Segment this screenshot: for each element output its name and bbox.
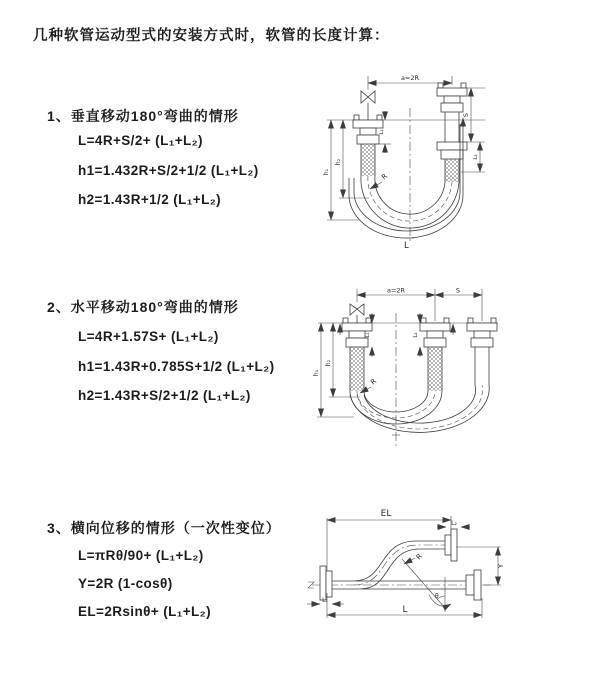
dimension-s — [435, 287, 482, 296]
section2-formula-l: L=4R+1.57S+ (L₁+L₂) — [78, 329, 219, 344]
middle-flange-fitting — [420, 318, 450, 391]
left-flange-fitting — [320, 566, 332, 600]
dim-h1-label: h₁ — [323, 168, 330, 176]
dimension-h1 — [313, 323, 354, 417]
dim-l1-label: L₁ — [322, 597, 328, 604]
diagram-lateral-displacement — [298, 498, 508, 648]
hose-braid — [350, 347, 364, 391]
dim-l2-label: L₂ — [473, 154, 479, 160]
section2-heading: 2、水平移动180°弯曲的情形 — [47, 299, 239, 315]
curve-centerline — [354, 545, 448, 585]
diagram-horizontal-180-bend — [308, 283, 600, 473]
dim-l2-label: L₂ — [451, 520, 457, 527]
angle-construction — [402, 559, 451, 612]
diagram-vertical-180-bend — [313, 70, 598, 255]
right-flange-fitting-moved — [467, 318, 497, 385]
section1-formula-h2: h2=1.43R+1/2 (L₁+L₂) — [78, 192, 222, 207]
left-flange-fitting — [353, 115, 383, 176]
section2-formula-h2: h2=1.43R+S/2+1/2 (L₁+L₂) — [78, 388, 251, 403]
section3-formula-y: Y=2R (1-cosθ) — [78, 576, 173, 591]
dim-s-label: S — [462, 112, 470, 118]
hose-braid — [361, 144, 375, 176]
dim-el-label: EL — [380, 509, 392, 519]
section1-heading: 1、垂直移动180°弯曲的情形 — [47, 108, 239, 124]
upper-flange-fitting — [445, 529, 457, 561]
right-flange-fitting — [466, 570, 481, 600]
dim-l1-label: L₁ — [379, 129, 385, 135]
dimension-l1 — [307, 597, 344, 604]
radius-callout — [404, 552, 424, 564]
dimension-a2r — [357, 287, 482, 322]
right-flange-fitting-original — [437, 142, 467, 182]
valve-icon — [350, 304, 364, 323]
page-title: 几种软管运动型式的安装方式时，软管的长度计算： — [33, 28, 390, 44]
hose-braid — [445, 159, 459, 182]
angle-theta-label: θ — [435, 593, 439, 600]
right-flange-fitting-raised — [437, 83, 467, 142]
section2-formula-h1: h1=1.43R+0.785S+1/2 (L₁+L₂) — [78, 359, 275, 374]
dim-y-label: Y — [497, 563, 505, 569]
radius-label: R — [380, 172, 390, 182]
dim-l1-label: L₁ — [365, 332, 371, 338]
dimension-l2 — [437, 520, 470, 527]
dim-a2r-label: a=2R — [400, 74, 420, 82]
dim-h1-label: h₁ — [313, 369, 320, 377]
radius-label: R — [414, 552, 424, 562]
section3-heading: 3、横向位移的情形（一次性变位） — [47, 520, 281, 536]
section3-formula-l: L=πRθ/90+ (L₁+L₂) — [78, 548, 204, 563]
hose-u-curve — [350, 385, 489, 435]
section3-formula-el: EL=2Rsinθ+ (L₁+L₂) — [78, 604, 211, 619]
section1-formula-h1: h1=1.432R+S/2+1/2 (L₁+L₂) — [78, 163, 259, 178]
dim-h2-label: h₂ — [335, 158, 342, 166]
dim-s-label: S — [455, 286, 461, 295]
hose-braid — [428, 347, 442, 391]
dim-a2r-label: a=2R — [386, 286, 406, 295]
section1-formula-l: L=4R+S/2+ (L₁+L₂) — [78, 133, 203, 148]
dim-l2-label: L₂ — [413, 332, 419, 338]
left-flange-fitting — [342, 318, 372, 391]
valve-icon — [361, 91, 375, 120]
dimension-l2 — [413, 313, 420, 357]
dimension-h1 — [323, 120, 359, 220]
dim-l-label: L — [402, 605, 408, 615]
length-label: L — [404, 241, 409, 251]
radius-label: R — [369, 377, 379, 387]
dim-h2-label: h₂ — [325, 359, 332, 367]
dimension-l — [327, 593, 482, 618]
